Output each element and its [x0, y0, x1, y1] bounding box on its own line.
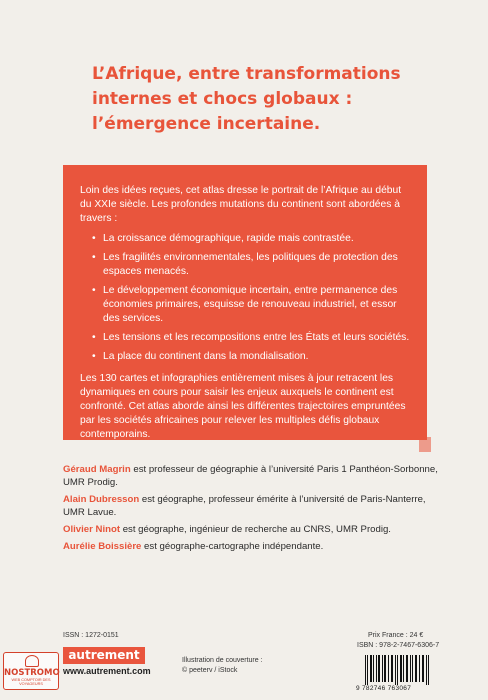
barcode [364, 655, 430, 685]
summary-panel [63, 165, 427, 440]
author-description: est géographe, professeur émérite à l’université de Paris-Nanterre, UMR Lavue. [63, 494, 426, 518]
author-list [63, 463, 443, 557]
headline [92, 62, 412, 137]
headline-line: l’émergence incertaine. [92, 114, 321, 134]
topic-item: • La place du continent dans la mondialisation. [92, 350, 413, 364]
headline-line: internes et chocs globaux : [92, 89, 353, 109]
author-description: est professeur de géographie à l’université Paris 1 Panthéon-Sorbonne, UMR Prodig. [63, 464, 438, 488]
stamp-subtitle: WEB COMPTOIR DES VOYAGEURS [11, 678, 51, 686]
author-entry [63, 463, 443, 489]
author-name: Géraud Magrin [63, 464, 131, 475]
topic-list [92, 232, 413, 364]
topic-item: • Les fragilités environnementales, les politiques de protection des espaces menacés. [92, 251, 413, 279]
cover-credit-label: Illustration de couverture : [182, 657, 263, 664]
issn: ISSN : 1272-0151 [63, 632, 119, 639]
author-description: est géographe, ingénieur de recherche au CNRS, UMR Prodig. [120, 524, 391, 535]
closing-paragraph: Les 130 cartes et infographies entièrement mises à jour retracent les dynamiques en cours pour saisir les enjeux auxquels le continent est confronté. Cet atlas aborde ainsi les différentes trajectoires empruntées par les sociétés africaines pour relever les multiples défis globaux contemporains. [80, 373, 406, 440]
ship-icon [25, 655, 39, 667]
cover-credit: © peeterv / iStock [182, 667, 238, 674]
topic-item: • Les tensions et les recompositions entre les États et leurs sociétés. [92, 331, 413, 345]
author-entry [63, 523, 443, 536]
headline-line: L’Afrique, entre transformations [92, 64, 401, 84]
author-name: Olivier Ninot [63, 524, 121, 535]
isbn: ISBN : 978-2-7467-6306-7 [357, 642, 440, 649]
author-name: Aurélie Boissière [63, 541, 142, 552]
author-name: Alain Dubresson [63, 494, 140, 505]
store-stamp [3, 652, 59, 690]
author-entry [63, 540, 443, 553]
intro-paragraph: Loin des idées reçues, cet atlas dresse le portrait de l’Afrique au début du XXIe siècle. Les profondes mutations du continent sont abordées à travers : [80, 185, 402, 224]
topic-item: • La croissance démographique, rapide mais contrastée. [92, 232, 413, 246]
publisher-url[interactable]: www.autrement.com [63, 666, 151, 676]
topic-item: • Le développement économique incertain, entre permanence des économies primaires, esquisse de renouveau industriel, et essor des services. [92, 284, 413, 326]
author-description: est géographe-cartographe indépendante. [141, 541, 324, 552]
stamp-title: NOSTROMO [4, 668, 60, 678]
price: Prix France : 24 € [368, 632, 424, 639]
barcode-number: 9 782746 763067 [356, 685, 412, 692]
author-entry [63, 493, 443, 519]
publisher-logo: autrement [63, 647, 145, 664]
